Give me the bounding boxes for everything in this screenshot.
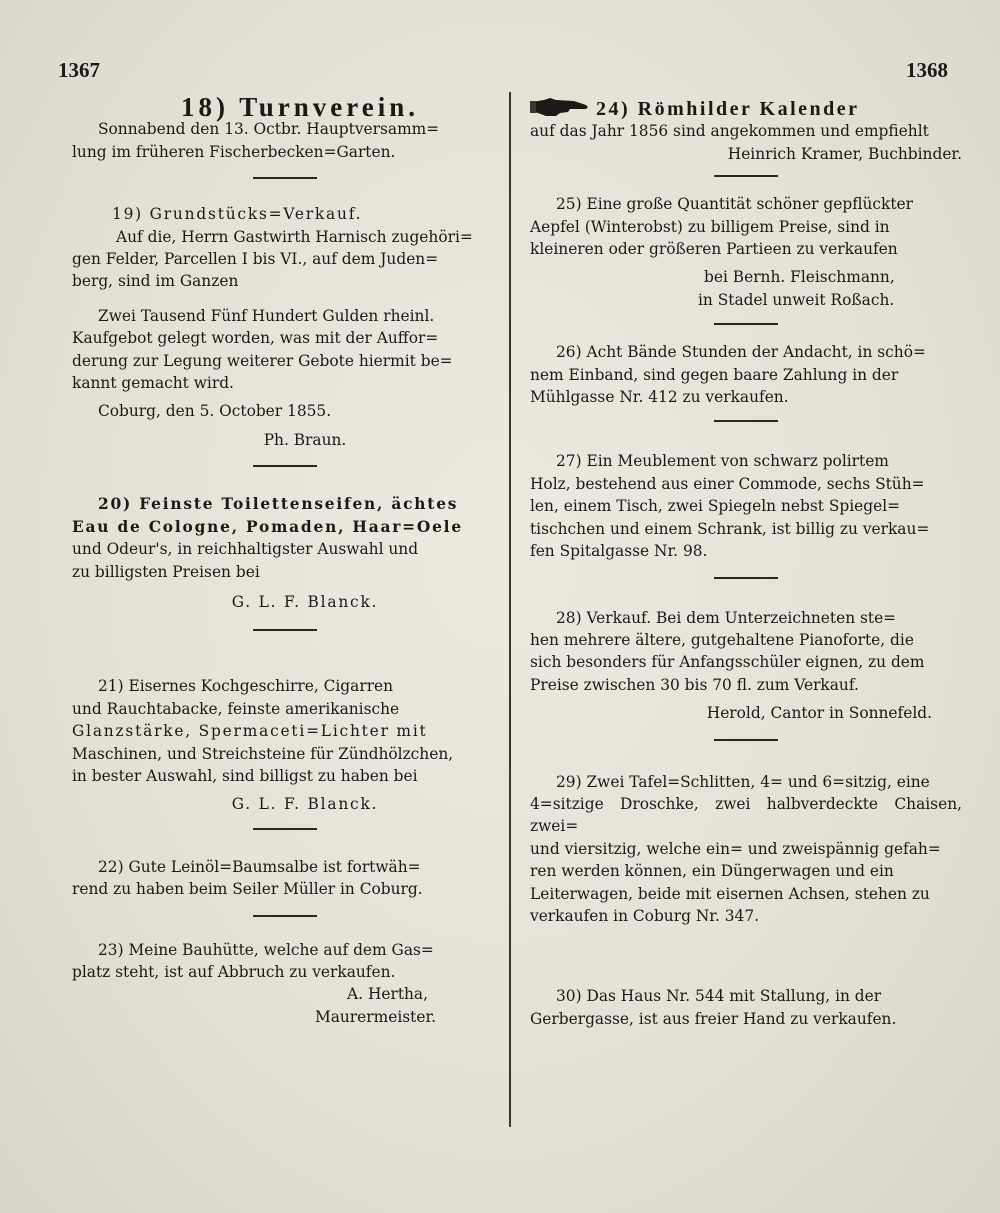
ad-entry <box>72 203 498 467</box>
text-line: 27) Ein Meublement von schwarz polirtem <box>556 452 889 471</box>
ad-entry <box>72 856 498 917</box>
ad-entry <box>530 771 962 928</box>
column-divider <box>509 92 511 1127</box>
text-line: Mühlgasse Nr. 412 zu verkaufen. <box>530 388 789 407</box>
text-line: Maurermeister. <box>314 1007 436 1026</box>
text-line: Preise zwischen 30 bis 70 fl. zum Verkauf. <box>530 675 859 694</box>
text-line: Holz, bestehend aus einer Commode, sechs Stüh= <box>530 474 925 493</box>
text-line: Sonnabend den 13. Octbr. Hauptversamm= <box>98 120 440 139</box>
text-line: Gerbergasse, ist aus freier Hand zu verkaufen. <box>530 1009 897 1028</box>
heading-text: 24) Römhilder Kalender <box>596 98 860 120</box>
separator-rule <box>714 175 778 177</box>
text-line: und Odeur's, in reichhaltigster Auswahl und <box>72 540 419 559</box>
separator-rule <box>714 739 778 741</box>
text-line: derung zur Legung weiterer Gebote hiermit be= <box>72 351 453 370</box>
text-line: G. L. F. Blanck. <box>231 795 379 814</box>
text-line: Aepfel (Winterobst) zu billigem Preise, sind in <box>530 217 890 236</box>
ad-entry <box>530 96 962 177</box>
left-column <box>72 92 498 1028</box>
text-line: 26) Acht Bände Stunden der Andacht, in schö= <box>556 343 926 362</box>
text-line: in Stadel unweit Roßach. <box>698 290 895 309</box>
text-line: Heinrich Kramer, Buchbinder. <box>727 144 962 163</box>
text-line: Eau de Cologne, Pomaden, Haar=Oele <box>72 517 463 536</box>
text-line: auf das Jahr 1856 sind angekommen und empfiehlt <box>530 122 929 141</box>
pointing-hand-icon <box>530 96 590 118</box>
ad-entry <box>72 493 498 631</box>
text-line: tischchen und einem Schrank, ist billig zu verkau= <box>530 519 930 538</box>
text-line: sich besonders für Anfangsschüler eignen, zu dem <box>530 653 925 672</box>
separator-rule <box>714 577 778 579</box>
ad-entry <box>530 450 962 578</box>
ad-entry <box>72 92 498 179</box>
text-line: Ph. Braun. <box>263 430 347 449</box>
text-line: zu billigsten Preisen bei <box>72 562 260 581</box>
separator-rule <box>253 915 317 917</box>
text-line: fen Spitalgasse Nr. 98. <box>530 542 708 561</box>
separator-rule <box>253 465 317 467</box>
text-line: 20) Feinste Toilettenseifen, ächtes <box>98 495 459 514</box>
text-line: Herold, Cantor in Sonnefeld. <box>706 704 932 723</box>
text-line: Auf die, Herrn Gastwirth Harnisch zugehöri= <box>116 227 473 246</box>
ad-entry <box>530 341 962 422</box>
text-line: bei Bernh. Fleischmann, <box>704 268 895 287</box>
text-line: nem Einband, sind gegen baare Zahlung in der <box>530 365 899 384</box>
text-line: 30) Das Haus Nr. 544 mit Stallung, in der <box>556 987 882 1006</box>
text-line: 28) Verkauf. Bei dem Unterzeichneten ste= <box>556 608 897 627</box>
text-line: gen Felder, Parcellen I bis VI., auf dem Juden= <box>72 250 439 269</box>
text-line: kannt gemacht wird. <box>72 374 234 393</box>
text-line: in bester Auswahl, sind billigst zu haben bei <box>72 766 418 785</box>
text-line: Kaufgebot gelegt worden, was mit der Auffor= <box>72 329 439 348</box>
text-line: 21) Eisernes Kochgeschirre, Cigarren <box>98 677 394 696</box>
text-line: Zwei Tausend Fünf Hundert Gulden rheinl. <box>98 306 435 325</box>
text-line: und Rauchtabacke, feinste amerikanische <box>72 699 400 718</box>
text-line: 29) Zwei Tafel=Schlitten, 4= und 6=sitzig, eine <box>556 772 930 791</box>
ad-entry <box>72 939 498 1029</box>
separator-rule <box>253 177 317 179</box>
page-number-left: 1367 <box>58 58 100 82</box>
text-line: verkaufen in Coburg Nr. 347. <box>530 906 760 925</box>
text-line: Coburg, den 5. October 1855. <box>98 402 332 421</box>
ad-entry <box>530 985 962 1030</box>
text-line: rend zu haben beim Seiler Müller in Coburg. <box>72 880 423 899</box>
separator-rule <box>714 323 778 325</box>
text-line: lung im früheren Fischerbecken=Garten. <box>72 142 396 161</box>
text-line: platz steht, ist auf Abbruch zu verkaufen. <box>72 962 396 981</box>
text-line: berg, sind im Ganzen <box>72 272 239 291</box>
text-line: len, einem Tisch, zwei Spiegeln nebst Spiegel= <box>530 497 901 516</box>
separator-rule <box>253 629 317 631</box>
separator-rule <box>714 420 778 422</box>
text-line: Glanzstärke, Spermaceti=Lichter mit <box>72 722 428 741</box>
ad-entry <box>530 193 962 325</box>
ad-entry <box>72 675 498 829</box>
text-line: 23) Meine Bauhütte, welche auf dem Gas= <box>98 940 434 959</box>
text-line: kleineren oder größeren Partieen zu verkaufen <box>530 240 898 259</box>
text-line: 4=sitzige Droschke, zwei halbverdeckte Chaisen, zwei= <box>530 794 962 836</box>
text-line <box>530 96 962 120</box>
text-line: G. L. F. Blanck. <box>231 592 379 611</box>
separator-rule <box>253 828 317 830</box>
text-line: A. Hertha, <box>347 985 428 1004</box>
right-column <box>530 96 962 1030</box>
text-line: Maschinen, und Streichsteine für Zündhölzchen, <box>72 744 454 763</box>
text-line: 22) Gute Leinöl=Baumsalbe ist fortwäh= <box>98 857 421 876</box>
text-line: Leiterwagen, beide mit eisernen Achsen, stehen zu <box>530 884 930 903</box>
text-line: 25) Eine große Quantität schöner gepflückter <box>556 195 914 214</box>
text-line: ren werden können, ein Düngerwagen und ein <box>530 862 894 881</box>
text-line: hen mehrere ältere, gutgehaltene Pianoforte, die <box>530 630 914 649</box>
page-number-right: 1368 <box>906 58 948 82</box>
ad-entry <box>530 607 962 741</box>
text-line: und viersitzig, welche ein= und zweispännig gefah= <box>530 839 941 858</box>
text-line: 19) Grundstücks=Verkauf. <box>112 205 363 224</box>
text-line: 18) Turnverein. <box>180 92 420 122</box>
